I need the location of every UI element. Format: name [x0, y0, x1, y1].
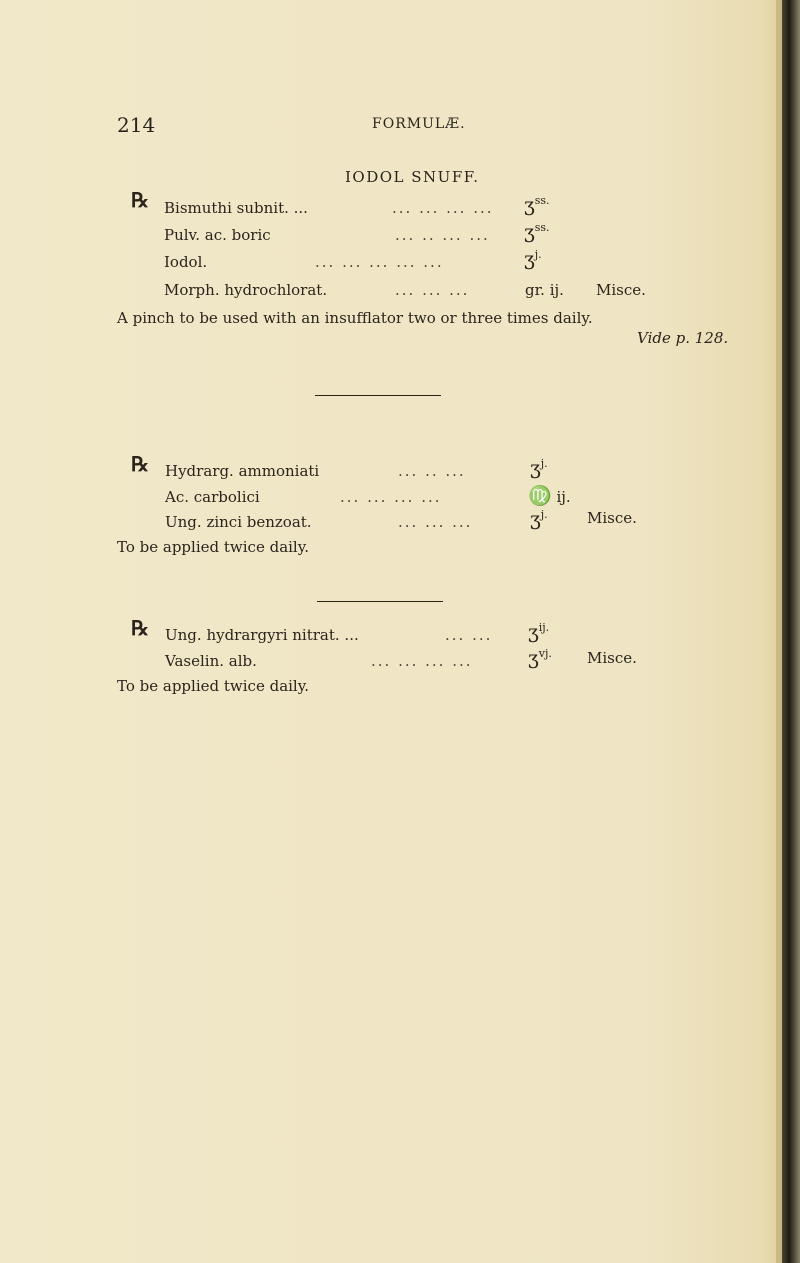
quantity-value: ij. [549, 281, 564, 299]
leader-dots: ... ... ... ... ... [315, 253, 444, 271]
leader-dots: ... ... ... ... [392, 199, 494, 217]
quantity-value: j. [540, 508, 548, 521]
section-title-iodol-snuff: IODOL SNUFF. [345, 168, 480, 186]
ingredient-quantity [530, 508, 548, 530]
grain-unit: gr. [525, 281, 545, 299]
ingredient-quantity [524, 194, 550, 216]
leader-dots: ... ... ... [395, 281, 470, 299]
ingredient-name: Ac. carbolici [165, 488, 260, 506]
ingredient-name: Ung. hydrargyri nitrat. ... [165, 626, 359, 644]
quantity-value: vj. [538, 647, 552, 660]
ingredient-name: Morph. hydrochlorat. [164, 281, 328, 299]
leader-dots: ... .. ... [398, 462, 466, 480]
ingredient-quantity [524, 221, 550, 243]
ingredient-name: Vaselin. alb. [165, 652, 257, 670]
running-title: FORMULÆ. [372, 116, 466, 132]
ingredient-quantity [528, 647, 552, 669]
ingredient-quantity [528, 484, 571, 507]
quantity-value: j. [540, 457, 548, 470]
ounce-icon: ʒ [530, 508, 541, 530]
misce-note: Misce. [587, 509, 637, 527]
leader-dots: ... ... [445, 626, 493, 644]
ingredient-quantity [524, 248, 542, 270]
ingredient-name: Ung. zinci benzoat. [165, 513, 312, 531]
misce-note: Misce. [596, 281, 646, 299]
quantity-value: j. [534, 248, 542, 261]
leader-dots: ... .. ... ... [395, 226, 490, 244]
rx-icon: ℞ [131, 452, 149, 476]
leader-dots: ... ... ... ... [371, 652, 473, 670]
quantity-value: ij. [556, 488, 571, 506]
section-divider [317, 601, 443, 602]
rx-icon: ℞ [131, 616, 149, 640]
directions: A pinch to be used with an insufflator two or three times daily. [117, 309, 593, 327]
ingredient-name: Pulv. ac. boric [164, 226, 271, 244]
cross-reference: Vide p. 128. [637, 329, 729, 347]
page-edge-shadow [782, 0, 800, 1263]
quantity-value: ss. [534, 221, 550, 234]
ounce-icon: ʒ [524, 248, 535, 270]
section-divider [315, 395, 441, 396]
dram-icon: ʒ [528, 621, 539, 643]
quantity-value: ss. [534, 194, 550, 207]
ounce-icon: ʒ [528, 647, 539, 669]
minim-icon: ♍ [528, 485, 552, 507]
leader-dots: ... ... ... ... [340, 488, 442, 506]
rx-icon: ℞ [131, 188, 149, 212]
ingredient-quantity [525, 281, 564, 299]
dram-icon: ʒ [524, 221, 535, 243]
directions: To be applied twice daily. [117, 677, 309, 695]
quantity-value: ij. [538, 621, 550, 634]
ingredient-name: Bismuthi subnit. ... [164, 199, 308, 217]
ingredient-name: Iodol. [164, 253, 208, 271]
page-number: 214 [117, 113, 156, 137]
ingredient-name: Hydrarg. ammoniati [165, 462, 320, 480]
misce-note: Misce. [587, 649, 637, 667]
directions: To be applied twice daily. [117, 538, 309, 556]
ingredient-quantity [530, 457, 548, 479]
leader-dots: ... ... ... [398, 513, 473, 531]
dram-icon: ʒ [524, 194, 535, 216]
dram-icon: ʒ [530, 457, 541, 479]
ingredient-quantity [528, 621, 549, 643]
